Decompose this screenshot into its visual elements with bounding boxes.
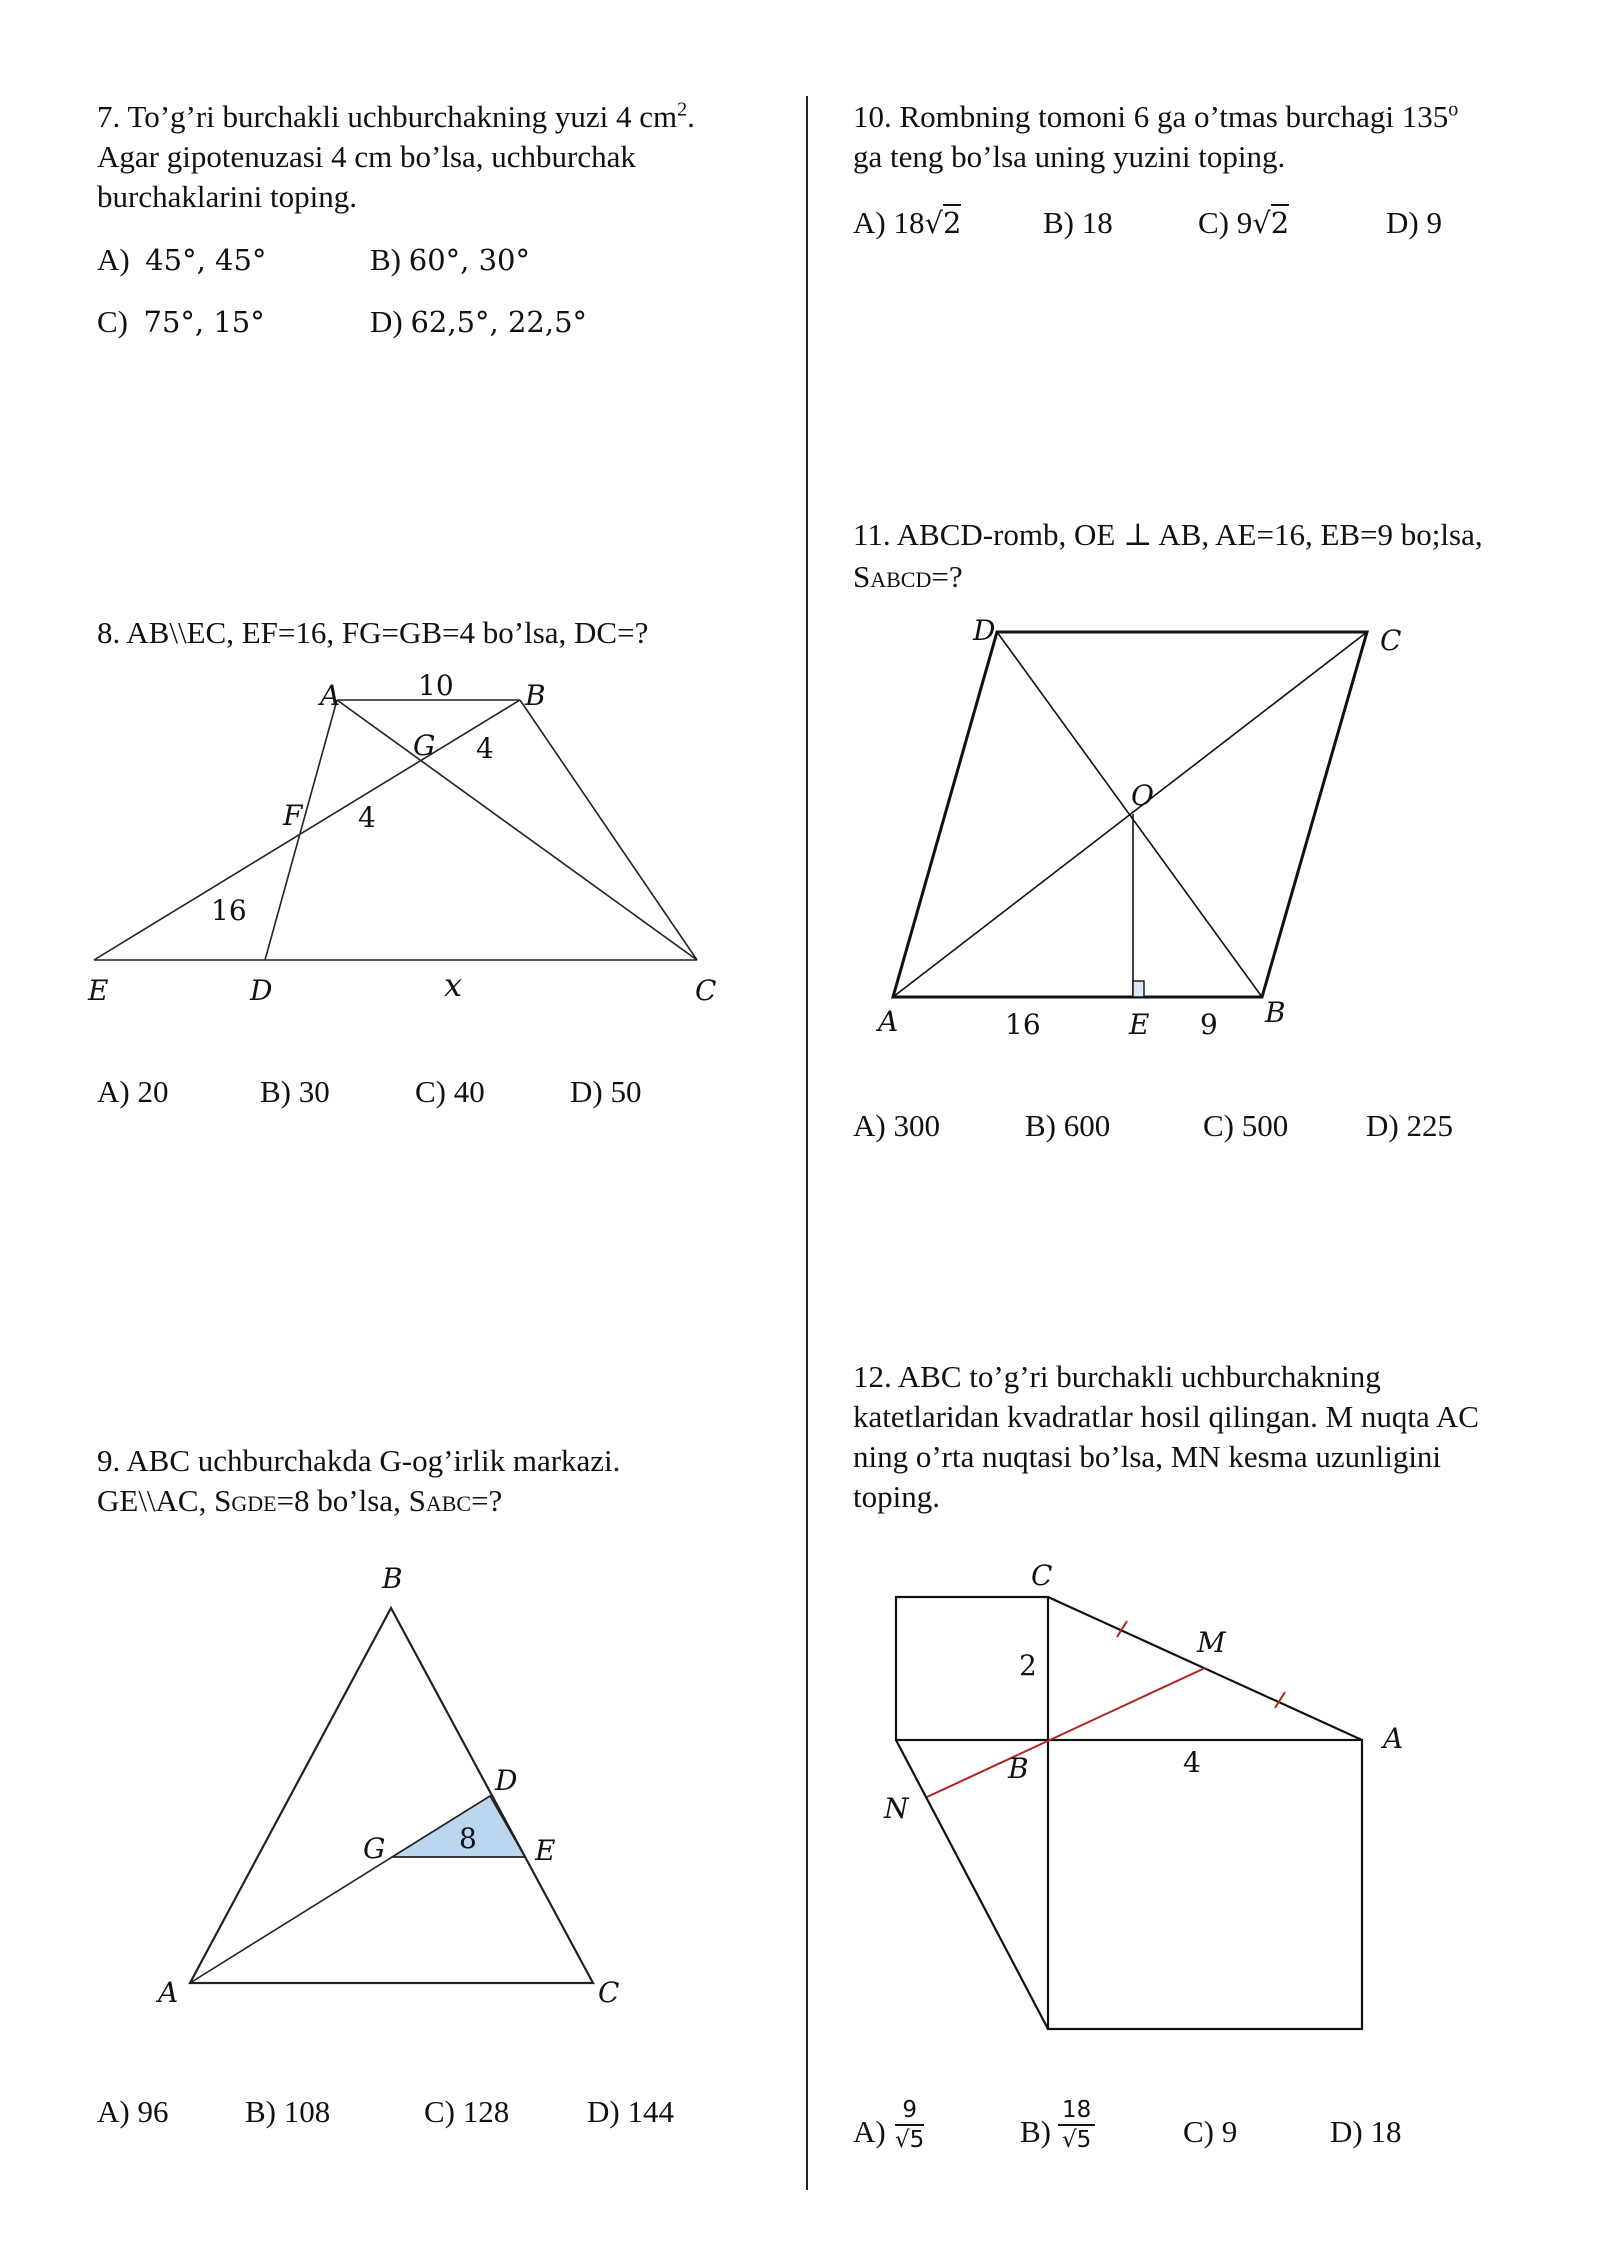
q12-value-cb: 2 [1019, 1649, 1037, 1682]
q9-label-a: A [158, 1976, 179, 2009]
q9-area-value: 8 [459, 1822, 477, 1855]
q11-option-c[interactable]: C) 500 [1203, 1108, 1289, 1143]
q12-value-ba: 4 [1183, 1746, 1201, 1779]
q8-option-c[interactable]: C) 40 [415, 1074, 485, 1109]
q8-option-b[interactable]: B) 30 [260, 1074, 330, 1109]
q8-label-b: B [525, 679, 546, 712]
q12-line4: toping. [853, 1479, 940, 1514]
q10-option-c[interactable]: C) 9√2 [1198, 205, 1290, 240]
q12-option-b-letter[interactable]: B) [1020, 2114, 1051, 2149]
q9-option-c[interactable]: C) 128 [424, 2094, 510, 2129]
q12-line2: katetlaridan kvadratlar hosil qilingan. M nuqta AC [853, 1399, 1479, 1434]
q11-label-c: C [1380, 624, 1402, 657]
q10-line1: 10. Rombning tomoni 6 ga o’tmas burchagi 135$^o$ [853, 98, 1459, 134]
q12-label-n: N [884, 1792, 909, 1825]
q12-label-m: M [1197, 1626, 1226, 1659]
q12-segment-mn [927, 1668, 1205, 1797]
q12-option-d[interactable]: D) 18 [1330, 2114, 1402, 2149]
q11-option-d[interactable]: D) 225 [1366, 1108, 1453, 1143]
q8-option-d[interactable]: D) 50 [570, 1074, 642, 1109]
q11-label-o: O [1131, 779, 1154, 812]
q10-option-d[interactable]: D) 9 [1386, 205, 1442, 240]
q10-line2: ga teng bo’lsa uning yuzini toping. [853, 139, 1286, 174]
q8-value-fg: 4 [358, 801, 376, 834]
q12-line1: 12. ABC to’g’ri burchakli uchburchakning [853, 1359, 1381, 1394]
q11-value-ae: 16 [1005, 1008, 1041, 1041]
q11-label-d: D [973, 614, 996, 647]
q9-label-b: B [382, 1562, 403, 1595]
q10-option-a[interactable]: A) 18√2 [853, 205, 962, 240]
q12-square-on-ba [1048, 1740, 1362, 2029]
q11-line2: SABCD=? [853, 559, 963, 594]
q8-value-ef: 16 [211, 894, 247, 927]
q7-line1: 7. To’g’ri burchakli uchburchakning yuzi 4 $cm^2$. [97, 98, 695, 134]
q7-option-d[interactable]: D) 62,5°, 22,5° [370, 304, 588, 339]
q9-label-c: C [598, 1976, 620, 2009]
q12-label-c: C [1031, 1559, 1053, 1592]
q11-label-e: E [1129, 1008, 1150, 1041]
q12-line3: ning o’rta nuqtasi bo’lsa, MN kesma uzunligini [853, 1439, 1442, 1474]
q9-label-g: G [363, 1832, 386, 1865]
q11-option-a[interactable]: A) 300 [853, 1108, 940, 1143]
q11-value-eb: 9 [1200, 1008, 1218, 1041]
q9-line1: 9. ABC uchburchakda G-og’irlik markazi. [97, 1443, 621, 1478]
q12-label-b: B [1008, 1752, 1029, 1785]
q12-label-a: A [1383, 1722, 1404, 1755]
q8-option-a[interactable]: A) 20 [97, 1074, 169, 1109]
q8-label-g: G [413, 729, 436, 762]
q9-option-d[interactable]: D) 144 [587, 2094, 674, 2129]
q8-label-d: D [250, 974, 273, 1007]
q8-question: 8. AB\\EC, EF=16, FG=GB=4 bo’lsa, DC=? [97, 615, 649, 650]
q12-option-c[interactable]: C) 9 [1183, 2114, 1238, 2149]
q11-line1: 11. ABCD-romb, OE ⊥ AB, AE=16, EB=9 bo;lsa, [853, 517, 1483, 552]
q8-value-gb: 4 [476, 732, 494, 765]
q12-option-b-fraction[interactable]: $\frac{18}{√5}$ [1058, 2096, 1095, 2154]
q8-label-a: A [320, 679, 341, 712]
q11-label-b: B [1265, 996, 1286, 1029]
q12-option-a-letter[interactable]: A) [853, 2114, 886, 2149]
q11-label-a: A [878, 1005, 899, 1038]
q9-option-a[interactable]: A) 96 [97, 2094, 169, 2129]
q7-line3: burchaklarini toping. [97, 179, 357, 214]
q7-option-c[interactable]: C) 75°, 15° [97, 304, 265, 339]
q10-option-b[interactable]: B) 18 [1043, 205, 1113, 240]
q8-label-c: C [695, 974, 717, 1007]
q8-value-ab: 10 [418, 669, 454, 702]
q9-label-e: E [535, 1834, 556, 1867]
q11-option-b[interactable]: B) 600 [1025, 1108, 1111, 1143]
q12-option-a-fraction[interactable]: $\frac{9}{√5}$ [895, 2097, 925, 2153]
q7-option-b[interactable]: B) 60°, 30° [370, 242, 530, 277]
q9-line2: GE\\AC, SGDE=8 bo’lsa, SABC=? [97, 1483, 503, 1518]
q7-line2: Agar gipotenuzasi 4 cm bo’lsa, uchburchak [97, 139, 636, 174]
q9-option-b[interactable]: B) 108 [245, 2094, 331, 2129]
q8-label-f: F [283, 799, 303, 832]
q9-label-d: D [495, 1764, 518, 1797]
q8-label-e: E [88, 974, 109, 1007]
q8-value-dc: x [444, 966, 463, 1004]
q7-option-a[interactable]: A) 45°, 45° [97, 242, 267, 277]
